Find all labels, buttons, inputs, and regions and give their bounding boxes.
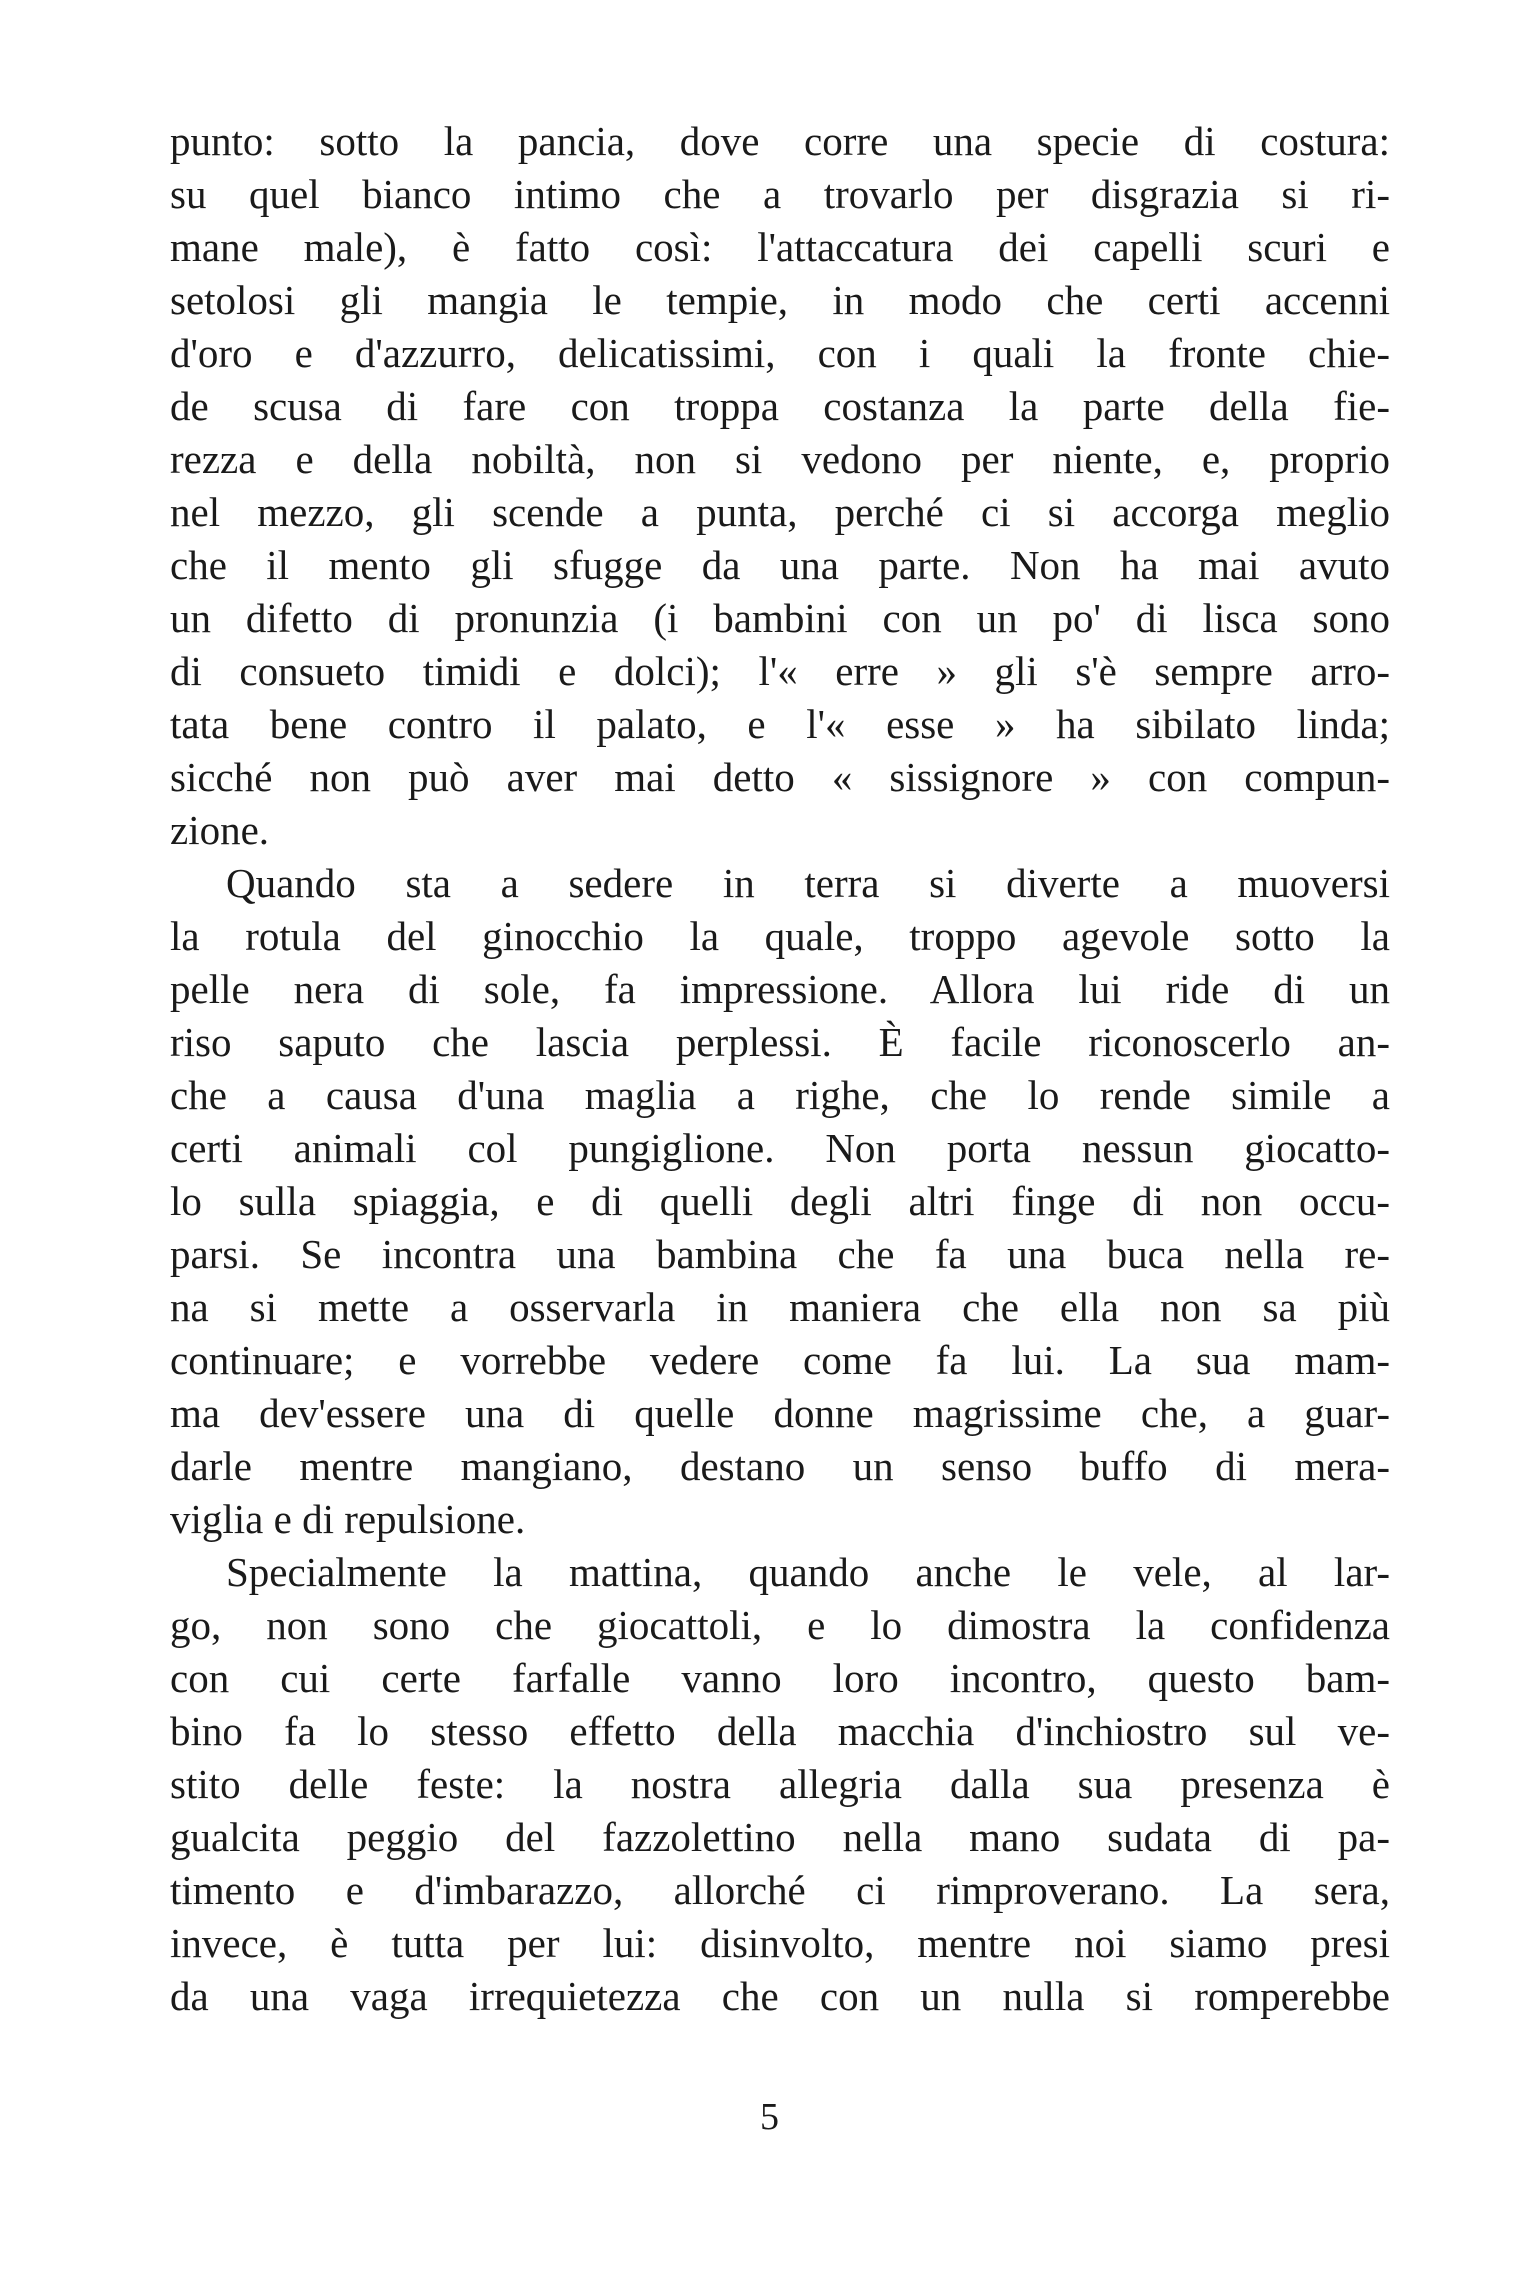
text-line: viglia e di repulsione. [170,1496,526,1542]
text-line: con cui certe farfalle vanno loro incontro, questo bam- [170,1655,1390,1701]
text-line: da una vaga irrequietezza che con un nulla si romperebbe [170,1973,1390,2019]
text-line: di consueto timidi e dolci); l'« erre » gli s'è sempre arro- [170,648,1390,694]
text-line: continuare; e vorrebbe vedere come fa lui. La sua mam- [170,1337,1390,1383]
text-line: punto: sotto la pancia, dove corre una specie di costura: [170,118,1390,164]
text-line: riso saputo che lascia perplessi. È facile riconoscerlo an- [170,1019,1390,1065]
text-line: na si mette a osservarla in maniera che ella non sa più [170,1284,1390,1330]
paragraph [170,115,1390,857]
text-line: lo sulla spiaggia, e di quelli degli altri finge di non occu- [170,1178,1390,1224]
paragraph [170,857,1390,1546]
text-line: Specialmente la mattina, quando anche le vele, al lar- [226,1549,1390,1595]
text-line: invece, è tutta per lui: disinvolto, mentre noi siamo presi [170,1920,1390,1966]
text-line: la rotula del ginocchio la quale, troppo agevole sotto la [170,913,1390,959]
text-line: ma dev'essere una di quelle donne magrissime che, a guar- [170,1390,1390,1436]
text-line: rezza e della nobiltà, non si vedono per niente, e, proprio [170,436,1390,482]
text-line: gualcita peggio del fazzolettino nella mano sudata di pa- [170,1814,1390,1860]
text-line: pelle nera di sole, fa impressione. Allora lui ride di un [170,966,1390,1012]
text-line: che a causa d'una maglia a righe, che lo rende simile a [170,1072,1390,1118]
text-line: un difetto di pronunzia (i bambini con un po' di lisca sono [170,595,1390,641]
text-line: timento e d'imbarazzo, allorché ci rimproverano. La sera, [170,1867,1390,1913]
text-line: stito delle feste: la nostra allegria dalla sua presenza è [170,1761,1390,1807]
text-line: zione. [170,807,270,853]
text-line: parsi. Se incontra una bambina che fa una buca nella re- [170,1231,1390,1277]
body-text [170,115,1390,2023]
text-line: sicché non può aver mai detto « sissignore » con compun- [170,754,1390,800]
text-line: su quel bianco intimo che a trovarlo per disgrazia si ri- [170,171,1390,217]
text-line: tata bene contro il palato, e l'« esse » ha sibilato linda; [170,701,1390,747]
text-line: mane male), è fatto così: l'attaccatura dei capelli scuri e [170,224,1390,270]
page-number: 5 [760,2096,779,2138]
paragraph [170,1546,1390,2023]
text-line: certi animali col pungiglione. Non porta nessun giocatto- [170,1125,1390,1171]
text-line: go, non sono che giocattoli, e lo dimostra la confidenza [170,1602,1390,1648]
text-line: che il mento gli sfugge da una parte. Non ha mai avuto [170,542,1390,588]
text-line: de scusa di fare con troppa costanza la parte della fie- [170,383,1390,429]
text-line: setolosi gli mangia le tempie, in modo che certi accenni [170,277,1390,323]
text-line: nel mezzo, gli scende a punta, perché ci si accorga meglio [170,489,1390,535]
text-line: Quando sta a sedere in terra si diverte a muoversi [226,860,1390,906]
text-line: d'oro e d'azzurro, delicatissimi, con i quali la fronte chie- [170,330,1390,376]
text-line: bino fa lo stesso effetto della macchia d'inchiostro sul ve- [170,1708,1390,1754]
text-line: darle mentre mangiano, destano un senso buffo di mera- [170,1443,1390,1489]
